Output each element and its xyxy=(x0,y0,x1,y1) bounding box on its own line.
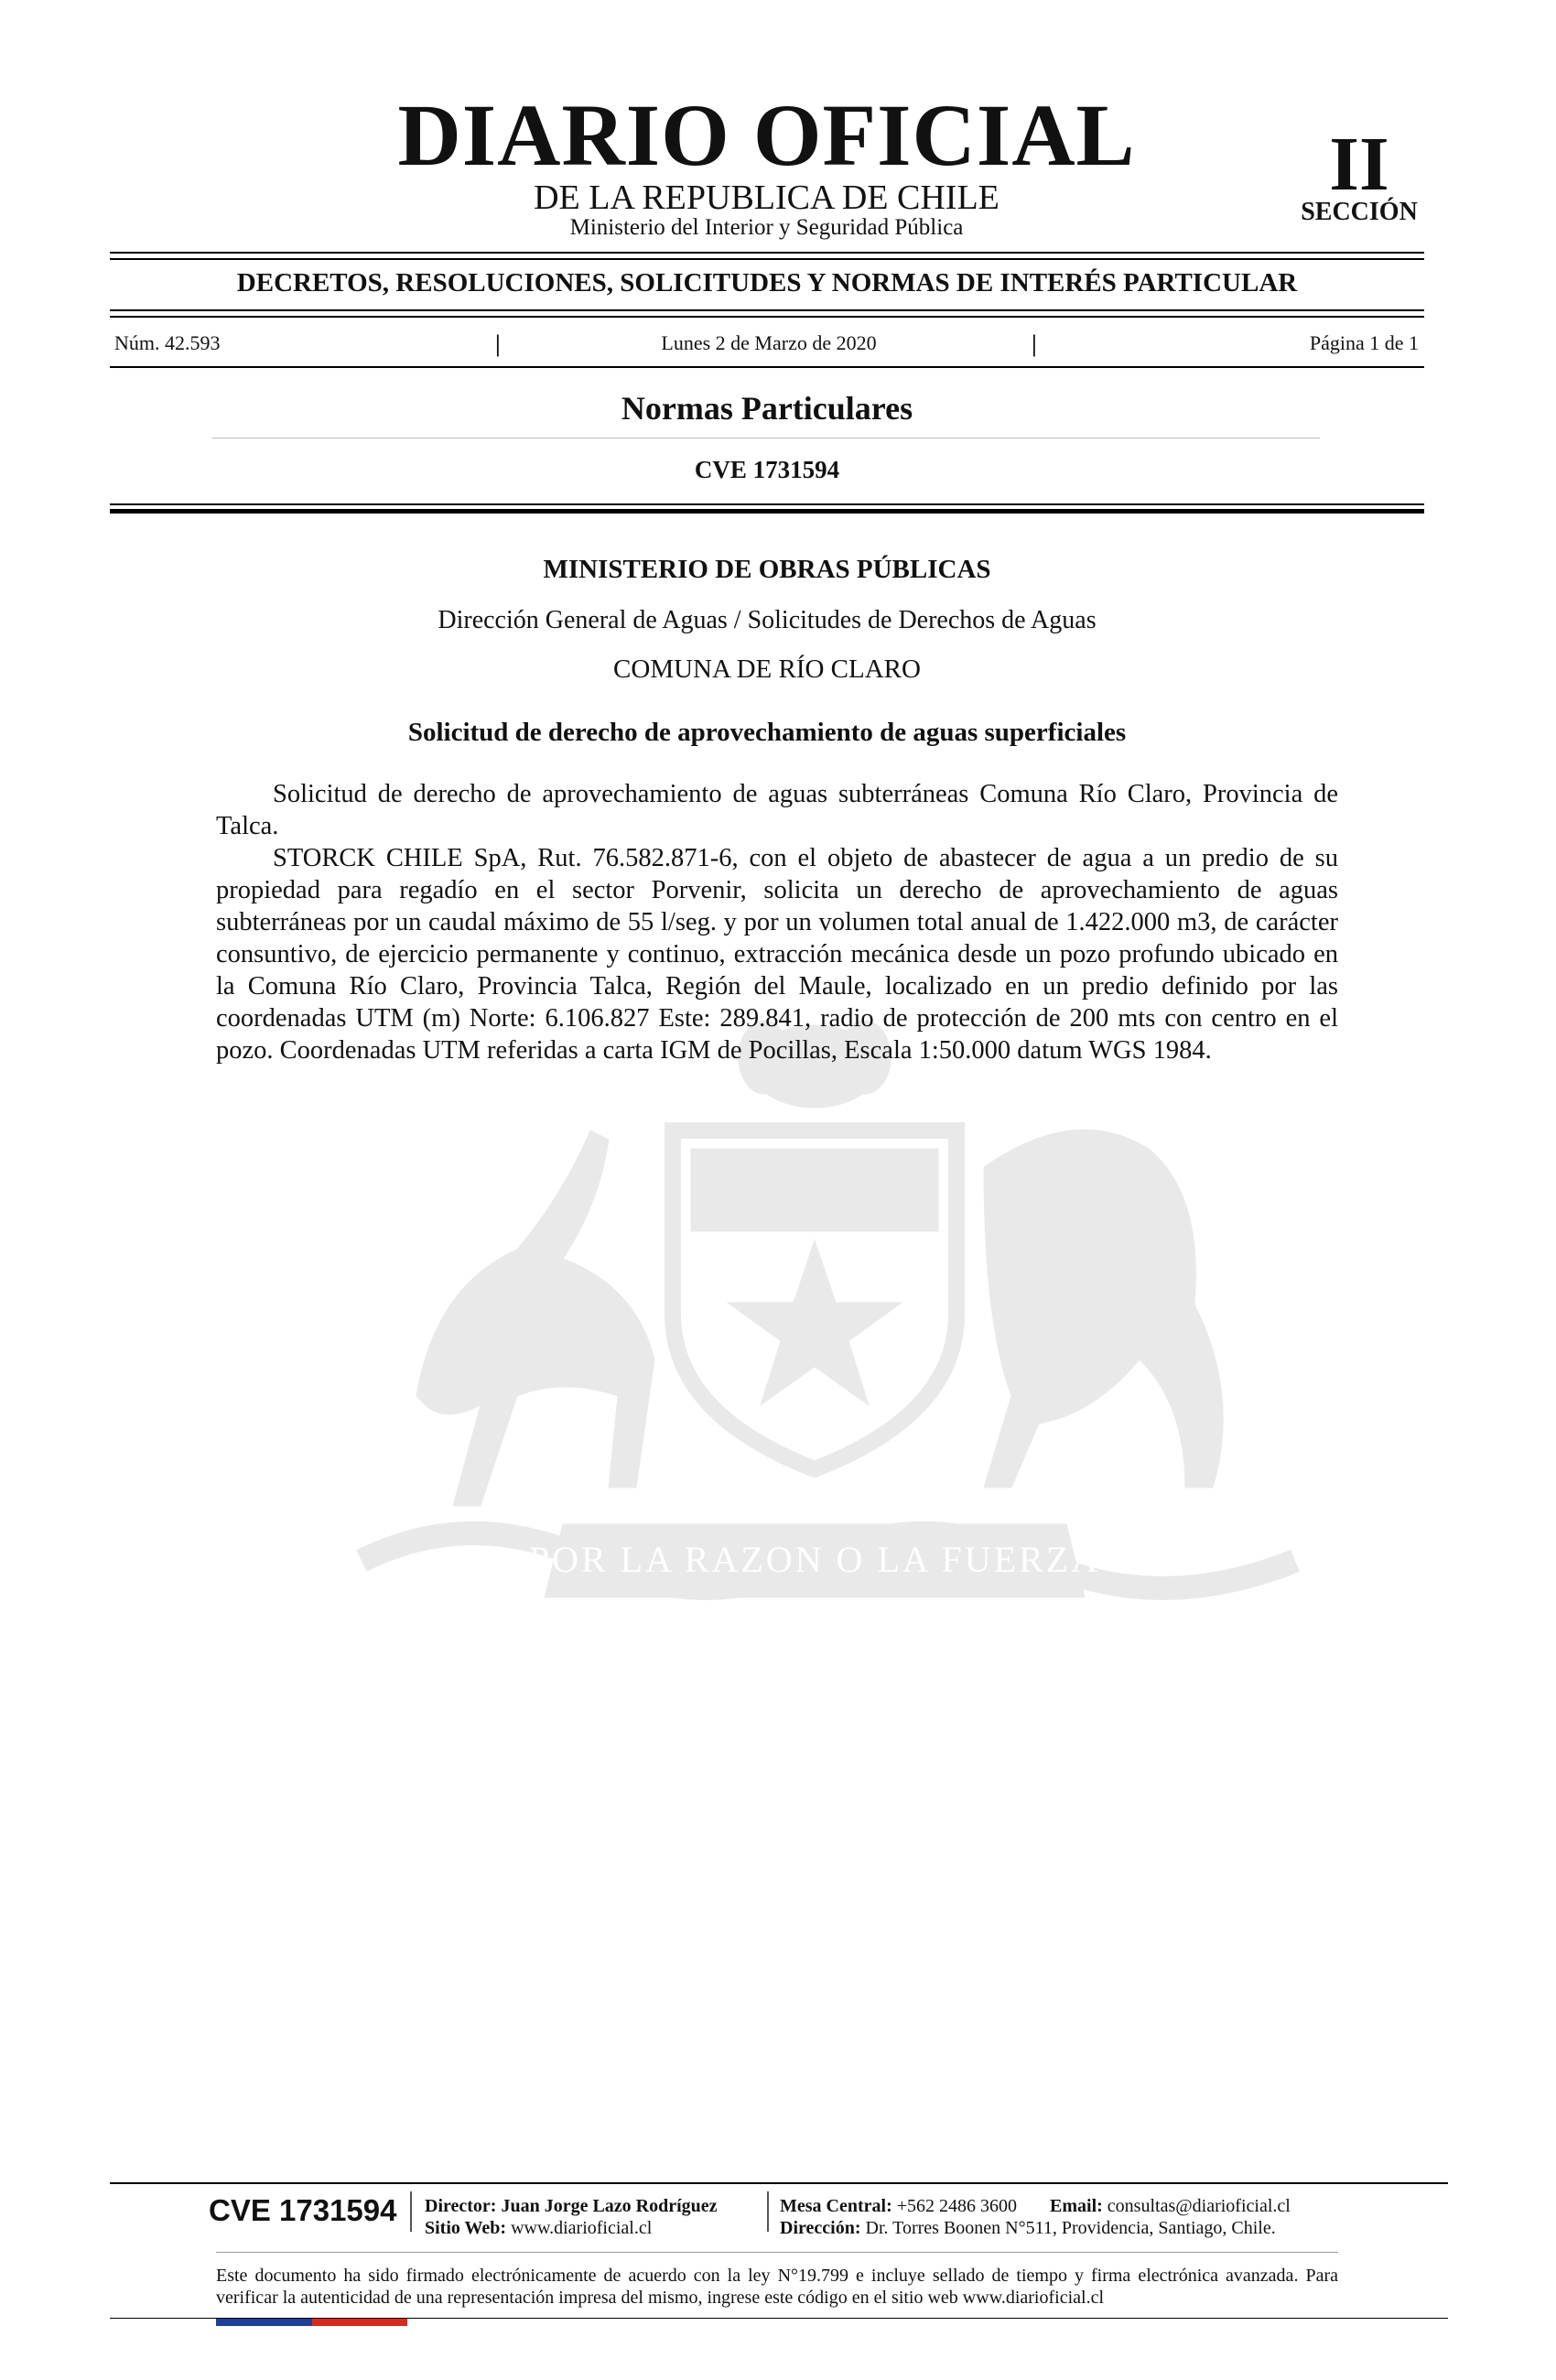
rule-banner-2 xyxy=(110,316,1424,318)
phone-label: Mesa Central: xyxy=(780,2196,892,2216)
issue-separator-2: | xyxy=(1032,330,1037,357)
rule-top-1 xyxy=(110,252,1424,254)
document-body xyxy=(216,778,1338,1066)
rule-infobar xyxy=(110,366,1424,368)
director-label: Director: xyxy=(425,2196,497,2216)
masthead-ministry: Ministerio del Interior y Seguridad Pública xyxy=(569,215,964,240)
footer-website xyxy=(425,2217,652,2239)
body-paragraph-1: Solicitud de derecho de aprovechamiento de aguas subterráneas Comuna Río Claro, Provincia de Talca. xyxy=(216,780,1338,840)
banner-title: DECRETOS, RESOLUCIONES, SOLICITUDES Y NORMAS DE INTERÉS PARTICULAR xyxy=(236,268,1298,298)
section-heading: Normas Particulares xyxy=(621,390,913,427)
footer-signature-note: Este documento ha sido firmado electrónicamente de acuerdo con la ley N°19.799 e incluye sellado de tiempo y firma electrónica avanzada. Para verificar la autenticidad de una representación impresa del mismo, ingrese este código en el sitio web www.diarioficial.cl xyxy=(216,2266,1338,2308)
rule-cve-1 xyxy=(110,503,1424,505)
footer-phone-email xyxy=(780,2195,1291,2217)
section-number: II xyxy=(1329,122,1389,207)
document-ministry: MINISTERIO DE OBRAS PÚBLICAS xyxy=(543,555,991,584)
masthead-title: DIARIO OFICIAL xyxy=(397,86,1136,184)
cve-code: CVE 1731594 xyxy=(694,456,840,483)
footer-director xyxy=(425,2195,718,2217)
rule-banner-1 xyxy=(110,309,1424,311)
address-text: Dr. Torres Boonen N°511, Providencia, Santiago, Chile. xyxy=(865,2218,1276,2238)
coat-of-arms-watermark xyxy=(288,1012,1387,1671)
footer-cve: CVE 1731594 xyxy=(209,2193,397,2227)
email-link[interactable]: consultas@diarioficial.cl xyxy=(1107,2196,1291,2216)
document-commune: COMUNA DE RÍO CLARO xyxy=(613,654,921,684)
issue-number: Núm. 42.593 xyxy=(114,331,221,354)
rule-cve-2 xyxy=(110,509,1424,514)
document-directorate: Dirección General de Aguas / Solicitudes de Derechos de Aguas xyxy=(438,606,1097,634)
email-label: Email: xyxy=(1050,2196,1103,2216)
footer-rule-middle xyxy=(216,2252,1338,2253)
footer-rule-top xyxy=(110,2182,1448,2184)
issue-date: Lunes 2 de Marzo de 2020 xyxy=(661,331,877,354)
watermark-motto: POR LA RAZON O LA FUERZA xyxy=(528,1539,1101,1580)
flag-stripe-red xyxy=(312,2319,407,2326)
section-label: SECCIÓN xyxy=(1301,198,1418,226)
website-label: Sitio Web: xyxy=(425,2218,507,2238)
rule-top-2 xyxy=(110,258,1424,260)
issue-page: Página 1 de 1 xyxy=(1309,331,1419,354)
document-title: Solicitud de derecho de aprovechamiento de aguas superficiales xyxy=(407,718,1127,747)
footer-separator-1 xyxy=(410,2191,412,2232)
footer-separator-2 xyxy=(767,2191,769,2232)
body-paragraph-2: STORCK CHILE SpA, Rut. 76.582.871-6, con el objeto de abastecer de agua a un predio de su propiedad para regadío en el sector Porvenir, solicita un derecho de aprovechamiento de aguas subterráneas por un caudal máximo de 55 l/seg. y por un volumen total anual de 1.422.000 m3, de carácter consuntivo, de ejercicio permanente y continuo, extracción mecánica desde un pozo profundo ubicado en la Comuna Río Claro, Provincia Talca, Región del Maule, localizado en un predio definido por las coordenadas UTM (m) Norte: 6.106.827 Este: 289.841, radio de protección de 200 mts con centro en el pozo. Coordenadas UTM referidas a carta IGM de Pocillas, Escala 1:50.000 datum WGS 1984. xyxy=(216,844,1338,1065)
masthead-subtitle: DE LA REPUBLICA DE CHILE xyxy=(534,178,1000,217)
issue-separator-1: | xyxy=(495,330,501,357)
phone-number: +562 2486 3600 xyxy=(896,2196,1018,2216)
footer-address xyxy=(780,2217,1276,2239)
flag-stripe-blue xyxy=(216,2319,312,2326)
director-name: Juan Jorge Lazo Rodríguez xyxy=(501,2196,718,2216)
website-link[interactable]: www.diarioficial.cl xyxy=(511,2218,653,2238)
address-label: Dirección: xyxy=(780,2218,861,2238)
